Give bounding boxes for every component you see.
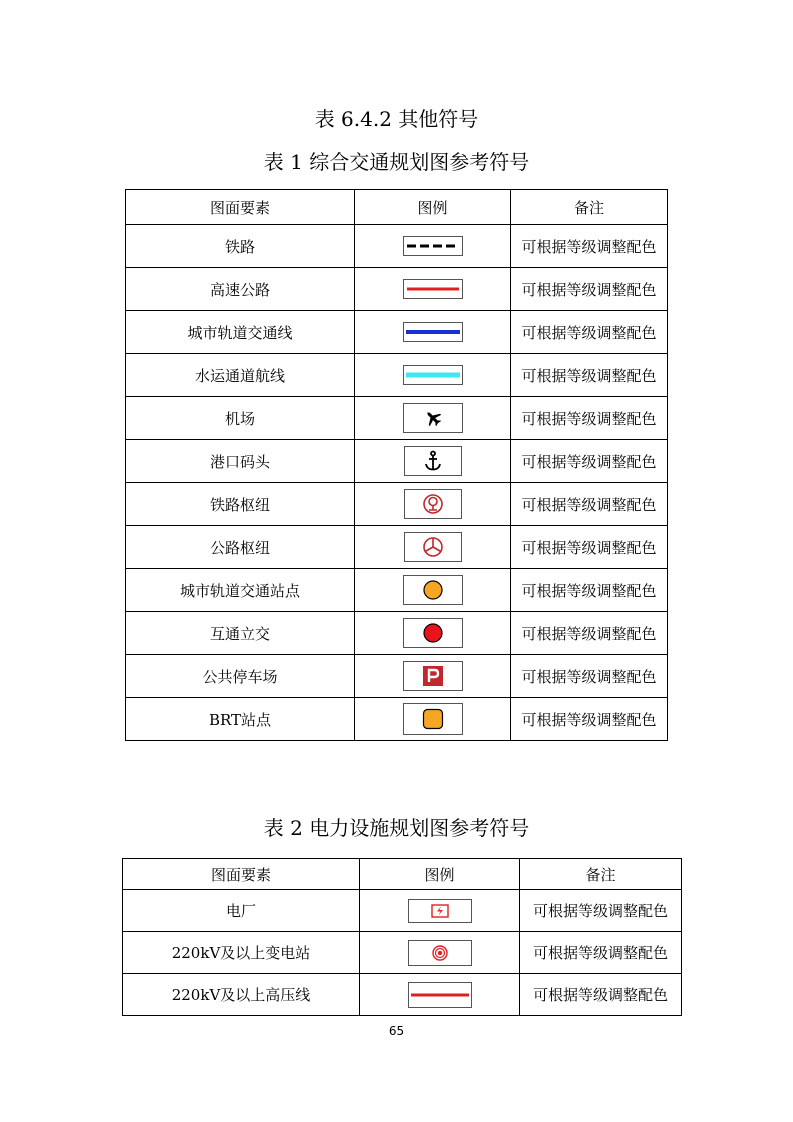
- header-legend: 图例: [360, 859, 520, 890]
- table-row: [126, 698, 668, 741]
- note-cell: 可根据等级调整配色: [511, 397, 668, 440]
- note-cell: 可根据等级调整配色: [511, 268, 668, 311]
- note-cell: 可根据等级调整配色: [511, 526, 668, 569]
- note-cell: 可根据等级调整配色: [511, 655, 668, 698]
- red-line-icon: [408, 982, 472, 1008]
- airplane-icon: [403, 403, 463, 433]
- note-cell: 可根据等级调整配色: [511, 698, 668, 741]
- table2-title: 表 2 电力设施规划图参考符号: [263, 816, 530, 840]
- table-row: [126, 569, 668, 612]
- highway-hub-icon: [404, 532, 462, 562]
- page-number: 65: [388, 1024, 405, 1038]
- main-title: 表 6.4.2 其他符号: [314, 107, 479, 131]
- comprehensive-transport-symbol-table: [125, 189, 668, 741]
- note-cell: 可根据等级调整配色: [520, 932, 682, 974]
- table-row: [126, 440, 668, 483]
- table-row: [126, 526, 668, 569]
- element-cell: 水运通道航线: [126, 354, 355, 397]
- note-cell: 可根据等级调整配色: [520, 974, 682, 1016]
- substation-icon: [408, 940, 472, 966]
- table-row: [126, 268, 668, 311]
- element-cell: 铁路: [126, 225, 355, 268]
- table-row: [126, 612, 668, 655]
- element-cell: 城市轨道交通站点: [126, 569, 355, 612]
- blue-line-icon: [403, 322, 463, 342]
- cyan-line-icon: [403, 365, 463, 385]
- header-element: 图面要素: [123, 859, 360, 890]
- header-legend: 图例: [355, 190, 511, 225]
- element-cell: 公共停车场: [126, 655, 355, 698]
- table-row: [126, 483, 668, 526]
- table-row: [126, 225, 668, 268]
- power-plant-icon: [408, 899, 472, 923]
- red-line-icon: [403, 279, 463, 299]
- note-cell: 可根据等级调整配色: [511, 311, 668, 354]
- header-note: 备注: [511, 190, 668, 225]
- power-facility-symbol-table: [122, 858, 682, 1016]
- element-cell: 220kV及以上高压线: [123, 974, 360, 1016]
- element-cell: 城市轨道交通线: [126, 311, 355, 354]
- orange-circle-icon: [403, 575, 463, 605]
- note-cell: 可根据等级调整配色: [520, 890, 682, 932]
- table1-title: 表 1 综合交通规划图参考符号: [263, 150, 530, 174]
- header-element: 图面要素: [126, 190, 355, 225]
- railway-hub-icon: [404, 489, 462, 519]
- note-cell: 可根据等级调整配色: [511, 440, 668, 483]
- note-cell: 可根据等级调整配色: [511, 225, 668, 268]
- element-cell: 机场: [126, 397, 355, 440]
- anchor-icon: [404, 446, 462, 476]
- header-note: 备注: [520, 859, 682, 890]
- element-cell: 电厂: [123, 890, 360, 932]
- table-row: [126, 354, 668, 397]
- table-header-row: [123, 859, 682, 890]
- table-row: [126, 311, 668, 354]
- table-row: [123, 974, 682, 1016]
- parking-icon: [403, 661, 463, 691]
- table-row: [126, 655, 668, 698]
- element-cell: 公路枢纽: [126, 526, 355, 569]
- note-cell: 可根据等级调整配色: [511, 483, 668, 526]
- element-cell: 港口码头: [126, 440, 355, 483]
- element-cell: 铁路枢纽: [126, 483, 355, 526]
- table-row: [123, 890, 682, 932]
- dashed-black-line-icon: [403, 236, 463, 256]
- note-cell: 可根据等级调整配色: [511, 354, 668, 397]
- table-row: [123, 932, 682, 974]
- element-cell: 220kV及以上变电站: [123, 932, 360, 974]
- element-cell: 高速公路: [126, 268, 355, 311]
- red-circle-icon: [403, 618, 463, 648]
- note-cell: 可根据等级调整配色: [511, 569, 668, 612]
- element-cell: BRT站点: [126, 698, 355, 741]
- table-row: [126, 397, 668, 440]
- orange-rounded-square-icon: [403, 703, 463, 735]
- note-cell: 可根据等级调整配色: [511, 612, 668, 655]
- element-cell: 互通立交: [126, 612, 355, 655]
- table-header-row: [126, 190, 668, 225]
